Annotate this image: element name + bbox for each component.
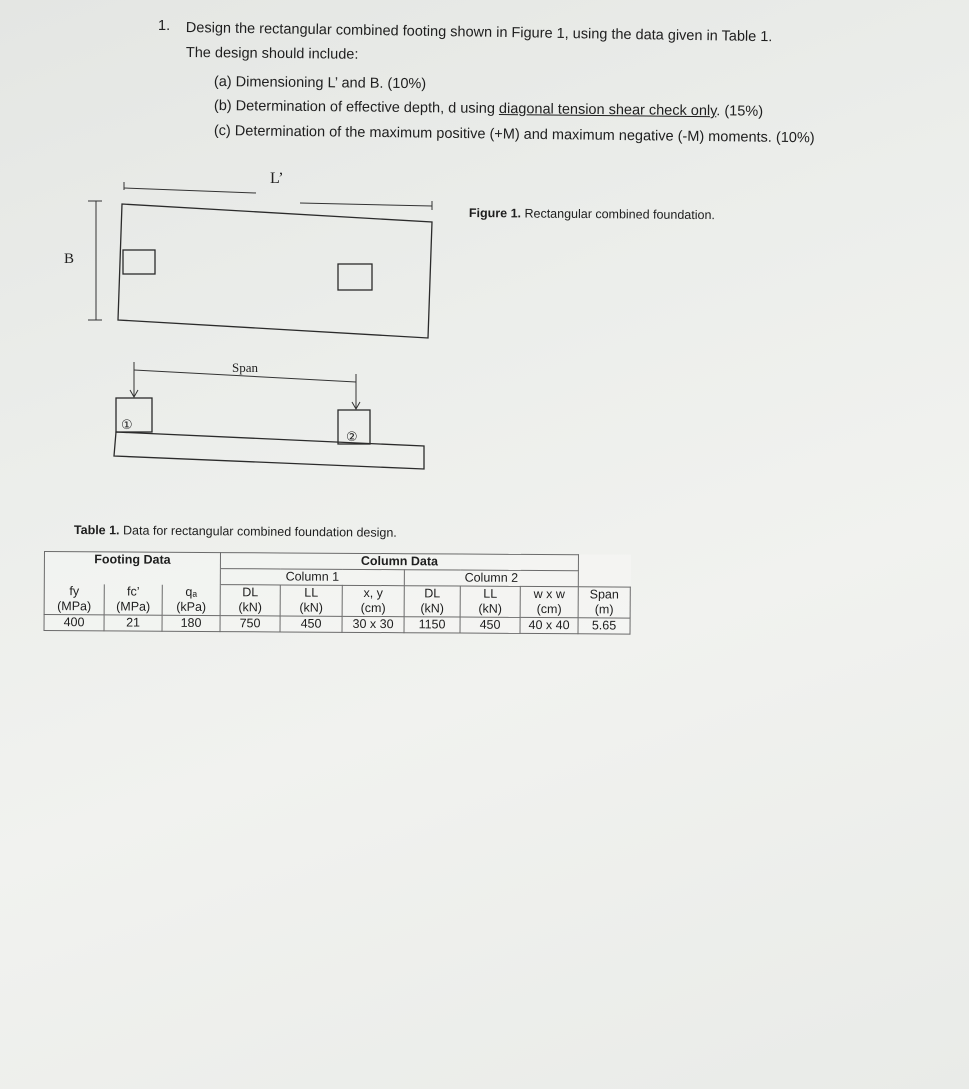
figure-1-drawing [0, 0, 969, 520]
column-1-plan [123, 250, 155, 274]
header-qa: qₐ (kPa) [162, 584, 220, 615]
data-table [44, 551, 631, 635]
header-col1-ll: LL (kN) [280, 585, 342, 616]
length-label: L’ [270, 170, 284, 187]
column-1-marker: ① [121, 417, 133, 432]
figure-caption-label: Figure 1. [468, 206, 522, 221]
column-2-plan [338, 264, 372, 290]
span-label: Span [232, 360, 258, 375]
table-header-row [44, 584, 630, 619]
requirement-a-text: Dimensioning L’ and B. (10%) [235, 74, 427, 93]
header-span: Span (m) [578, 587, 630, 618]
header-fy: fy (MPa) [44, 584, 104, 615]
footing-data-header: Footing Data [44, 552, 220, 569]
column-1-header: Column 1 [220, 569, 404, 586]
header-col2-ll: LL (kN) [460, 586, 520, 617]
length-dim-line-left [124, 188, 256, 193]
value-col2-dl: 1150 [404, 617, 460, 633]
figure-caption [469, 206, 715, 222]
requirement-b-underlined: diagonal tension shear check only [498, 100, 717, 120]
requirement-b-label: (b) [213, 98, 232, 115]
value-col1-xy: 30 x 30 [342, 616, 404, 632]
requirement-a-label: (a) [213, 74, 232, 91]
footing-elevation [114, 432, 424, 469]
length-dim-line-right [300, 203, 432, 206]
question-subtitle: The design should include: [185, 45, 359, 63]
table-caption [74, 523, 397, 540]
value-span: 5.65 [578, 618, 630, 634]
question-number: 1. [158, 18, 171, 34]
requirement-b-tail: . (15%) [716, 103, 764, 120]
column-data-header: Column Data [220, 553, 578, 571]
requirement-b-text: Determination of effective depth, d using [235, 98, 500, 117]
value-fc: 21 [104, 615, 162, 631]
requirement-c-label: (c) [213, 123, 231, 140]
width-label: B [64, 251, 75, 267]
table-caption-label: Table 1. [73, 523, 120, 538]
table-row [44, 615, 630, 635]
column-2-marker: ② [346, 429, 358, 444]
figure-caption-text: Rectangular combined foundation. [520, 206, 715, 223]
question-title: Design the rectangular combined footing shown in Figure 1, using the data given in Table 1. [185, 20, 773, 46]
value-col1-ll: 450 [280, 616, 342, 632]
requirement-c-text: Determination of the maximum positive (+M) and maximum negative (-M) moments. (10%) [234, 123, 815, 147]
value-fy: 400 [44, 615, 104, 631]
table-caption-text: Data for rectangular combined foundation design. [119, 523, 397, 540]
header-col2-dl: DL (kN) [404, 586, 460, 617]
width-dimension [88, 201, 102, 320]
value-col2-ww: 40 x 40 [520, 617, 578, 633]
column-2-header: Column 2 [404, 570, 578, 587]
header-col1-dl: DL (kN) [220, 585, 280, 616]
footing-plan-outline [118, 204, 432, 338]
header-fc: fc’ (MPa) [104, 584, 162, 615]
header-col1-xy: x, y (cm) [342, 585, 404, 616]
value-col2-ll: 450 [460, 617, 520, 633]
value-qa: 180 [162, 615, 220, 631]
value-col1-dl: 750 [220, 616, 280, 632]
header-col2-ww: w x w (cm) [520, 586, 578, 617]
